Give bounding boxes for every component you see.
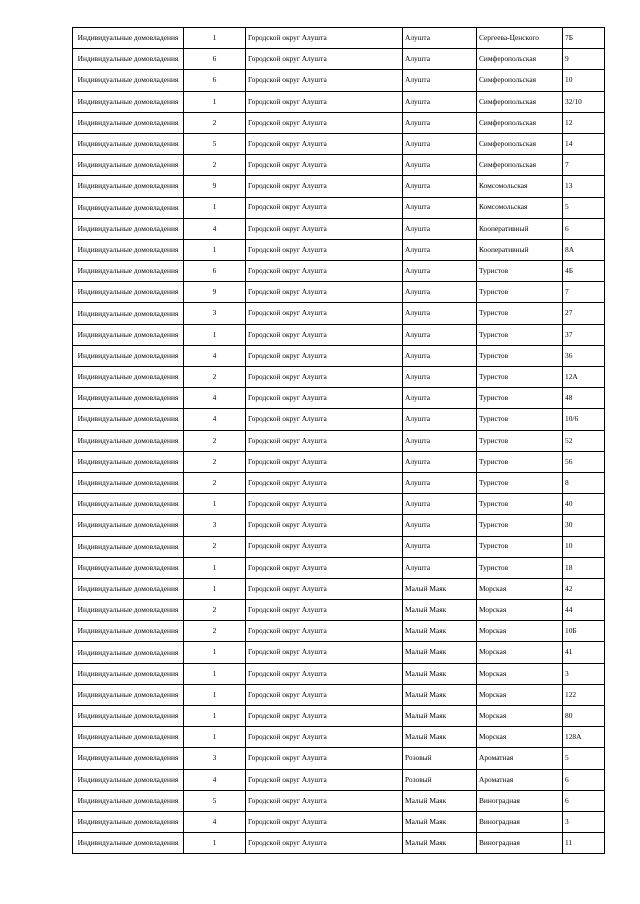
cell-building-type: Индивидуальные домовладения (73, 472, 184, 493)
cell-building-type: Индивидуальные домовладения (73, 197, 184, 218)
cell-district: Городской округ Алушта (246, 282, 403, 303)
cell-count: 1 (184, 706, 246, 727)
cell-house-number: 10 (563, 536, 605, 557)
cell-house-number: 3 (563, 811, 605, 832)
cell-locality: Розовый (403, 769, 477, 790)
cell-house-number: 37 (563, 324, 605, 345)
table-row (73, 472, 605, 493)
cell-locality: Алушта (403, 261, 477, 282)
cell-house-number: 7Б (563, 28, 605, 49)
cell-house-number: 3 (563, 663, 605, 684)
cell-count: 2 (184, 430, 246, 451)
cell-house-number: 48 (563, 388, 605, 409)
table-row (73, 28, 605, 49)
table-row (73, 748, 605, 769)
cell-street: Туристов (477, 261, 563, 282)
table-row (73, 133, 605, 154)
cell-building-type: Индивидуальные домовладения (73, 727, 184, 748)
cell-street: Кооперативный (477, 218, 563, 239)
cell-street: Симферопольская (477, 133, 563, 154)
cell-district: Городской округ Алушта (246, 112, 403, 133)
cell-building-type: Индивидуальные домовладения (73, 494, 184, 515)
cell-house-number: 10/6 (563, 409, 605, 430)
cell-locality: Алушта (403, 430, 477, 451)
cell-house-number: 30 (563, 515, 605, 536)
cell-locality: Алушта (403, 388, 477, 409)
cell-locality: Алушта (403, 494, 477, 515)
cell-building-type: Индивидуальные домовладения (73, 706, 184, 727)
cell-count: 3 (184, 515, 246, 536)
table-row (73, 388, 605, 409)
cell-count: 1 (184, 578, 246, 599)
cell-locality: Малый Маяк (403, 642, 477, 663)
cell-street: Морская (477, 684, 563, 705)
cell-locality: Алушта (403, 472, 477, 493)
cell-locality: Алушта (403, 536, 477, 557)
cell-locality: Алушта (403, 515, 477, 536)
cell-building-type: Индивидуальные домовладения (73, 176, 184, 197)
cell-street: Морская (477, 621, 563, 642)
cell-street: Туристов (477, 303, 563, 324)
table-row (73, 833, 605, 854)
cell-count: 2 (184, 367, 246, 388)
cell-street: Симферопольская (477, 49, 563, 70)
cell-house-number: 5 (563, 197, 605, 218)
cell-district: Городской округ Алушта (246, 49, 403, 70)
cell-house-number: 80 (563, 706, 605, 727)
cell-count: 4 (184, 388, 246, 409)
table-row (73, 155, 605, 176)
cell-house-number: 12 (563, 112, 605, 133)
table-row (73, 197, 605, 218)
cell-district: Городской округ Алушта (246, 536, 403, 557)
cell-locality: Алушта (403, 282, 477, 303)
cell-street: Кооперативный (477, 239, 563, 260)
cell-building-type: Индивидуальные домовладения (73, 324, 184, 345)
cell-district: Городской округ Алушта (246, 345, 403, 366)
table-row (73, 600, 605, 621)
cell-house-number: 44 (563, 600, 605, 621)
cell-house-number: 7 (563, 282, 605, 303)
cell-street: Туристов (477, 536, 563, 557)
cell-locality: Алушта (403, 409, 477, 430)
table-row (73, 91, 605, 112)
cell-locality: Малый Маяк (403, 727, 477, 748)
table-row (73, 811, 605, 832)
cell-district: Городской округ Алушта (246, 790, 403, 811)
cell-district: Городской округ Алушта (246, 748, 403, 769)
cell-count: 1 (184, 28, 246, 49)
cell-building-type: Индивидуальные домовладения (73, 70, 184, 91)
cell-district: Городской округ Алушта (246, 769, 403, 790)
cell-house-number: 5 (563, 748, 605, 769)
cell-building-type: Индивидуальные домовладения (73, 155, 184, 176)
cell-street: Виноградная (477, 790, 563, 811)
cell-street: Морская (477, 600, 563, 621)
cell-locality: Алушта (403, 28, 477, 49)
cell-count: 1 (184, 494, 246, 515)
address-table (72, 27, 605, 854)
cell-count: 4 (184, 409, 246, 430)
cell-street: Морская (477, 578, 563, 599)
cell-locality: Малый Маяк (403, 663, 477, 684)
cell-locality: Малый Маяк (403, 790, 477, 811)
table-row (73, 557, 605, 578)
table-row (73, 790, 605, 811)
cell-count: 2 (184, 600, 246, 621)
cell-street: Туристов (477, 367, 563, 388)
cell-count: 1 (184, 324, 246, 345)
cell-building-type: Индивидуальные домовладения (73, 282, 184, 303)
cell-locality: Малый Маяк (403, 600, 477, 621)
cell-count: 2 (184, 451, 246, 472)
cell-district: Городской округ Алушта (246, 409, 403, 430)
cell-house-number: 11 (563, 833, 605, 854)
cell-building-type: Индивидуальные домовладения (73, 748, 184, 769)
cell-building-type: Индивидуальные домовладения (73, 621, 184, 642)
cell-count: 1 (184, 663, 246, 684)
cell-locality: Розовый (403, 748, 477, 769)
cell-district: Городской округ Алушта (246, 91, 403, 112)
cell-house-number: 6 (563, 218, 605, 239)
cell-locality: Малый Маяк (403, 621, 477, 642)
table-row (73, 515, 605, 536)
cell-street: Морская (477, 642, 563, 663)
table-row (73, 536, 605, 557)
cell-house-number: 41 (563, 642, 605, 663)
cell-building-type: Индивидуальные домовладения (73, 367, 184, 388)
address-table-body (73, 28, 605, 854)
cell-building-type: Индивидуальные домовладения (73, 769, 184, 790)
table-row (73, 430, 605, 451)
cell-district: Городской округ Алушта (246, 515, 403, 536)
cell-count: 3 (184, 748, 246, 769)
table-row (73, 303, 605, 324)
cell-district: Городской округ Алушта (246, 706, 403, 727)
cell-street: Туристов (477, 388, 563, 409)
cell-count: 2 (184, 472, 246, 493)
cell-building-type: Индивидуальные домовладения (73, 133, 184, 154)
cell-count: 2 (184, 112, 246, 133)
cell-street: Туристов (477, 515, 563, 536)
cell-house-number: 52 (563, 430, 605, 451)
cell-street: Туристов (477, 494, 563, 515)
table-row (73, 684, 605, 705)
cell-district: Городской округ Алушта (246, 833, 403, 854)
cell-building-type: Индивидуальные домовладения (73, 663, 184, 684)
cell-count: 1 (184, 557, 246, 578)
cell-locality: Алушта (403, 345, 477, 366)
cell-locality: Алушта (403, 451, 477, 472)
cell-district: Городской округ Алушта (246, 303, 403, 324)
table-row (73, 261, 605, 282)
cell-house-number: 10Б (563, 621, 605, 642)
cell-count: 6 (184, 49, 246, 70)
cell-house-number: 13 (563, 176, 605, 197)
cell-street: Симферопольская (477, 70, 563, 91)
cell-house-number: 42 (563, 578, 605, 599)
cell-count: 9 (184, 282, 246, 303)
table-row (73, 176, 605, 197)
cell-district: Городской округ Алушта (246, 218, 403, 239)
cell-building-type: Индивидуальные домовладения (73, 600, 184, 621)
cell-building-type: Индивидуальные домовладения (73, 790, 184, 811)
cell-street: Комсомольская (477, 176, 563, 197)
cell-house-number: 9 (563, 49, 605, 70)
cell-street: Туристов (477, 472, 563, 493)
cell-house-number: 128А (563, 727, 605, 748)
table-row (73, 706, 605, 727)
cell-house-number: 8А (563, 239, 605, 260)
cell-locality: Малый Маяк (403, 811, 477, 832)
cell-count: 2 (184, 155, 246, 176)
cell-district: Городской округ Алушта (246, 472, 403, 493)
cell-street: Сергеева-Ценского (477, 28, 563, 49)
cell-building-type: Индивидуальные домовладения (73, 642, 184, 663)
cell-district: Городской округ Алушта (246, 642, 403, 663)
table-row (73, 578, 605, 599)
table-row (73, 642, 605, 663)
cell-locality: Алушта (403, 239, 477, 260)
cell-house-number: 8 (563, 472, 605, 493)
cell-district: Городской округ Алушта (246, 578, 403, 599)
cell-house-number: 4Б (563, 261, 605, 282)
cell-count: 9 (184, 176, 246, 197)
cell-building-type: Индивидуальные домовладения (73, 684, 184, 705)
cell-count: 5 (184, 790, 246, 811)
table-row (73, 218, 605, 239)
cell-locality: Алушта (403, 218, 477, 239)
cell-count: 1 (184, 833, 246, 854)
cell-count: 4 (184, 218, 246, 239)
cell-count: 6 (184, 261, 246, 282)
table-row (73, 367, 605, 388)
table-row (73, 409, 605, 430)
table-row (73, 621, 605, 642)
cell-locality: Алушта (403, 557, 477, 578)
cell-district: Городской округ Алушта (246, 600, 403, 621)
cell-district: Городской округ Алушта (246, 367, 403, 388)
cell-building-type: Индивидуальные домовладения (73, 303, 184, 324)
cell-locality: Алушта (403, 133, 477, 154)
cell-district: Городской округ Алушта (246, 133, 403, 154)
cell-district: Городской округ Алушта (246, 557, 403, 578)
cell-building-type: Индивидуальные домовладения (73, 833, 184, 854)
cell-house-number: 6 (563, 790, 605, 811)
table-row (73, 769, 605, 790)
cell-count: 1 (184, 91, 246, 112)
cell-district: Городской округ Алушта (246, 239, 403, 260)
table-row (73, 451, 605, 472)
cell-locality: Алушта (403, 324, 477, 345)
cell-locality: Алушта (403, 176, 477, 197)
cell-district: Городской округ Алушта (246, 70, 403, 91)
cell-locality: Алушта (403, 70, 477, 91)
cell-district: Городской округ Алушта (246, 684, 403, 705)
cell-house-number: 7 (563, 155, 605, 176)
cell-house-number: 36 (563, 345, 605, 366)
cell-locality: Алушта (403, 49, 477, 70)
cell-building-type: Индивидуальные домовладения (73, 49, 184, 70)
cell-building-type: Индивидуальные домовладения (73, 515, 184, 536)
cell-street: Туристов (477, 282, 563, 303)
cell-count: 1 (184, 684, 246, 705)
cell-count: 3 (184, 303, 246, 324)
cell-street: Туристов (477, 345, 563, 366)
cell-house-number: 10 (563, 70, 605, 91)
cell-building-type: Индивидуальные домовладения (73, 112, 184, 133)
cell-district: Городской округ Алушта (246, 451, 403, 472)
cell-house-number: 27 (563, 303, 605, 324)
cell-district: Городской округ Алушта (246, 176, 403, 197)
cell-count: 1 (184, 197, 246, 218)
cell-count: 2 (184, 536, 246, 557)
table-row (73, 112, 605, 133)
cell-count: 1 (184, 727, 246, 748)
cell-house-number: 32/10 (563, 91, 605, 112)
cell-district: Городской округ Алушта (246, 494, 403, 515)
cell-district: Городской округ Алушта (246, 324, 403, 345)
cell-street: Виноградная (477, 811, 563, 832)
cell-street: Ароматная (477, 769, 563, 790)
cell-locality: Малый Маяк (403, 833, 477, 854)
cell-house-number: 14 (563, 133, 605, 154)
cell-locality: Алушта (403, 197, 477, 218)
cell-district: Городской округ Алушта (246, 621, 403, 642)
cell-street: Морская (477, 706, 563, 727)
table-row (73, 345, 605, 366)
table-row (73, 239, 605, 260)
cell-count: 5 (184, 133, 246, 154)
cell-street: Виноградная (477, 833, 563, 854)
cell-district: Городской округ Алушта (246, 197, 403, 218)
cell-street: Симферопольская (477, 112, 563, 133)
cell-building-type: Индивидуальные домовладения (73, 811, 184, 832)
cell-count: 6 (184, 70, 246, 91)
cell-street: Туристов (477, 557, 563, 578)
cell-locality: Алушта (403, 155, 477, 176)
cell-building-type: Индивидуальные домовладения (73, 218, 184, 239)
cell-locality: Малый Маяк (403, 706, 477, 727)
cell-building-type: Индивидуальные домовладения (73, 430, 184, 451)
cell-count: 4 (184, 345, 246, 366)
cell-district: Городской округ Алушта (246, 663, 403, 684)
cell-street: Туристов (477, 409, 563, 430)
cell-building-type: Индивидуальные домовладения (73, 451, 184, 472)
cell-building-type: Индивидуальные домовладения (73, 345, 184, 366)
cell-district: Городской округ Алушта (246, 28, 403, 49)
table-row (73, 494, 605, 515)
cell-district: Городской округ Алушта (246, 261, 403, 282)
cell-street: Туристов (477, 451, 563, 472)
cell-house-number: 18 (563, 557, 605, 578)
cell-street: Туристов (477, 430, 563, 451)
table-row (73, 727, 605, 748)
cell-house-number: 6 (563, 769, 605, 790)
cell-count: 4 (184, 769, 246, 790)
cell-district: Городской округ Алушта (246, 388, 403, 409)
cell-locality: Малый Маяк (403, 578, 477, 599)
cell-house-number: 12А (563, 367, 605, 388)
cell-street: Симферопольская (477, 91, 563, 112)
table-row (73, 663, 605, 684)
cell-building-type: Индивидуальные домовладения (73, 388, 184, 409)
cell-building-type: Индивидуальные домовладения (73, 91, 184, 112)
cell-district: Городской округ Алушта (246, 811, 403, 832)
cell-district: Городской округ Алушта (246, 430, 403, 451)
cell-building-type: Индивидуальные домовладения (73, 536, 184, 557)
cell-street: Симферопольская (477, 155, 563, 176)
cell-locality: Малый Маяк (403, 684, 477, 705)
table-row (73, 70, 605, 91)
cell-street: Морская (477, 663, 563, 684)
cell-locality: Алушта (403, 367, 477, 388)
cell-count: 1 (184, 642, 246, 663)
cell-building-type: Индивидуальные домовладения (73, 28, 184, 49)
cell-house-number: 122 (563, 684, 605, 705)
table-row (73, 282, 605, 303)
cell-street: Морская (477, 727, 563, 748)
cell-district: Городской округ Алушта (246, 155, 403, 176)
cell-street: Туристов (477, 324, 563, 345)
cell-building-type: Индивидуальные домовладения (73, 409, 184, 430)
cell-count: 1 (184, 239, 246, 260)
cell-district: Городской округ Алушта (246, 727, 403, 748)
cell-building-type: Индивидуальные домовладения (73, 239, 184, 260)
cell-locality: Алушта (403, 303, 477, 324)
cell-building-type: Индивидуальные домовладения (73, 557, 184, 578)
table-row (73, 49, 605, 70)
cell-building-type: Индивидуальные домовладения (73, 261, 184, 282)
cell-house-number: 56 (563, 451, 605, 472)
cell-street: Комсомольская (477, 197, 563, 218)
cell-locality: Алушта (403, 91, 477, 112)
table-row (73, 324, 605, 345)
cell-house-number: 40 (563, 494, 605, 515)
cell-building-type: Индивидуальные домовладения (73, 578, 184, 599)
cell-street: Ароматная (477, 748, 563, 769)
cell-count: 4 (184, 811, 246, 832)
cell-locality: Алушта (403, 112, 477, 133)
cell-count: 2 (184, 621, 246, 642)
